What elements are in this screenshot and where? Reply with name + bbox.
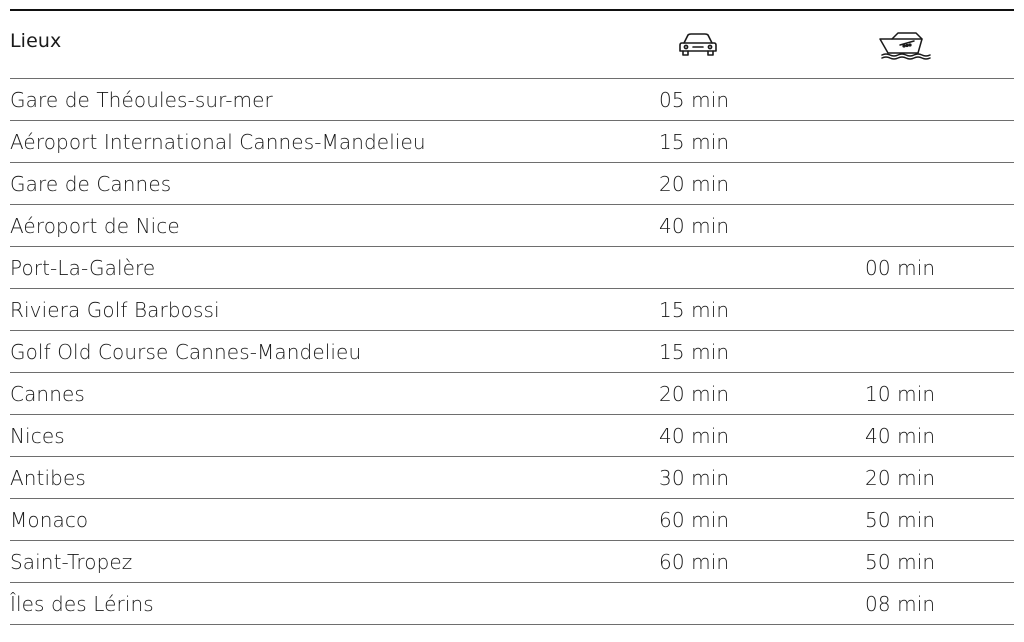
- boat-time-cell: [865, 163, 1015, 204]
- place-name-cell: Aéroport International Cannes-Mandelieu: [10, 129, 426, 154]
- table-row: [10, 457, 1014, 499]
- car-time-cell: 15 min: [659, 297, 730, 322]
- table-row: [10, 247, 1014, 289]
- car-time-cell: 40 min: [659, 423, 730, 448]
- places-column-header: Lieux: [10, 29, 62, 52]
- boat-time-cell: [865, 289, 1015, 330]
- car-time-cell: 20 min: [659, 381, 730, 406]
- place-name-cell: Îles des Lérins: [10, 591, 154, 616]
- car-time-cell: [659, 247, 809, 288]
- table-row: [10, 331, 1014, 373]
- table-row: [10, 205, 1014, 247]
- place-name-cell: Antibes: [10, 465, 86, 490]
- boat-icon: [878, 29, 926, 61]
- boat-time-cell: [865, 205, 1015, 246]
- place-name-cell: Nices: [10, 423, 65, 448]
- boat-time-cell: 08 min: [865, 591, 936, 616]
- table-row: [10, 121, 1014, 163]
- table-row: [10, 289, 1014, 331]
- place-name-cell: Monaco: [10, 507, 89, 532]
- boat-time-cell: 50 min: [865, 507, 936, 532]
- car-time-cell: [659, 583, 809, 624]
- place-name-cell: Riviera Golf Barbossi: [10, 297, 220, 322]
- place-name-cell: Golf Old Course Cannes-Mandelieu: [10, 339, 362, 364]
- travel-times-table: [10, 9, 1014, 625]
- place-name-cell: Aéroport de Nice: [10, 213, 180, 238]
- boat-time-cell: 20 min: [865, 465, 936, 490]
- boat-time-cell: [865, 121, 1015, 162]
- car-time-cell: 60 min: [659, 549, 730, 574]
- place-name-cell: Gare de Cannes: [10, 171, 172, 196]
- table-row: [10, 541, 1014, 583]
- boat-time-cell: 40 min: [865, 423, 936, 448]
- place-name-cell: Cannes: [10, 381, 85, 406]
- place-name-cell: Saint-Tropez: [10, 549, 133, 574]
- table-row: [10, 499, 1014, 541]
- car-time-cell: 15 min: [659, 339, 730, 364]
- car-time-cell: 15 min: [659, 129, 730, 154]
- boat-time-cell: 00 min: [865, 255, 936, 280]
- table-row: [10, 163, 1014, 205]
- place-name-cell: Port-La-Galère: [10, 255, 156, 280]
- car-time-cell: 60 min: [659, 507, 730, 532]
- table-body: [10, 79, 1014, 625]
- boat-time-cell: 10 min: [865, 381, 936, 406]
- table-row: [10, 373, 1014, 415]
- table-row: [10, 583, 1014, 625]
- car-time-cell: 05 min: [659, 87, 730, 112]
- table-row: [10, 79, 1014, 121]
- car-time-cell: 20 min: [659, 171, 730, 196]
- table-row: [10, 415, 1014, 457]
- car-time-cell: 40 min: [659, 213, 730, 238]
- car-time-cell: 30 min: [659, 465, 730, 490]
- table-header: [10, 11, 1014, 79]
- car-icon: [674, 29, 722, 61]
- boat-time-cell: [865, 79, 1015, 120]
- boat-time-cell: 50 min: [865, 549, 936, 574]
- place-name-cell: Gare de Théoules-sur-mer: [10, 87, 273, 112]
- boat-time-cell: [865, 331, 1015, 372]
